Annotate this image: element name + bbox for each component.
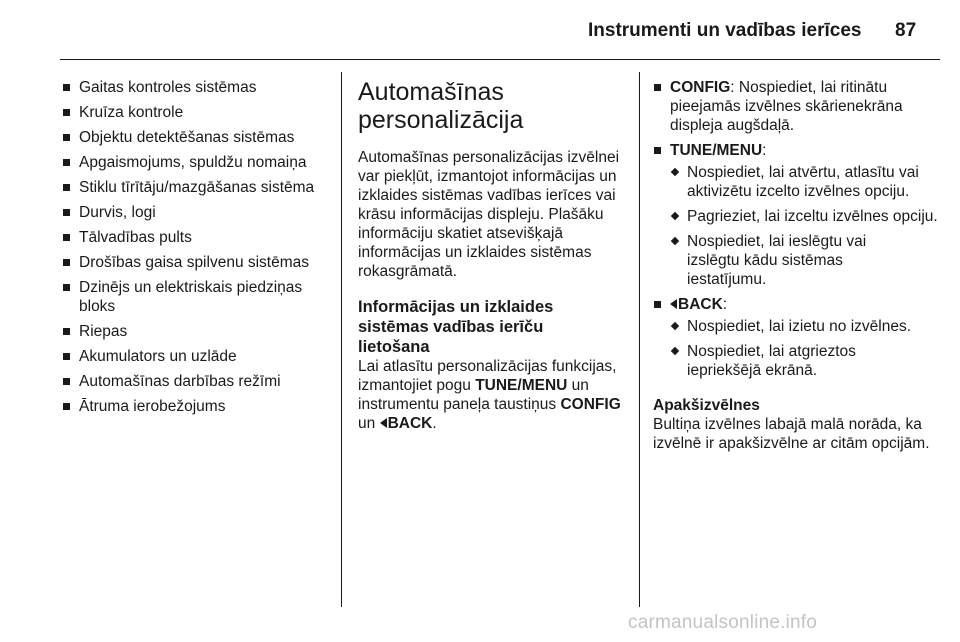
page-number: 87 — [895, 20, 917, 41]
usage-text: Lai atlasītu personalizācijas funkcijas, izmantojiet pogu — [358, 358, 617, 394]
tune-menu-colon: : — [762, 142, 767, 159]
list-item: Objektu detektēšanas sistēmas — [62, 128, 332, 147]
controls-column — [653, 78, 943, 453]
list-item: Drošības gaisa spilvenu sistēmas — [62, 253, 332, 272]
list-item: Stiklu tīrītāju/mazgāšanas sistēma — [62, 178, 332, 197]
list-item: Automašīnas darbības režīmi — [62, 372, 332, 391]
back-arrow-icon — [380, 418, 387, 428]
list-item: Pagrieziet, lai izceltu izvēlnes opciju. — [670, 207, 943, 226]
usage-text: un instrumentu paneļa taustiņus — [358, 377, 589, 413]
topic-list — [62, 78, 332, 416]
back-arrow-icon — [670, 299, 677, 309]
submenus-paragraph: Bultiņa izvēlnes labajā malā norāda, ka izvēlnē ir apakšizvēlne ar citām opcijām. — [653, 416, 930, 452]
controls-list — [653, 78, 943, 380]
config-label: CONFIG — [560, 396, 621, 413]
submenus-heading: Apakšizvēlnes — [653, 397, 760, 414]
sub-heading: Informācijas un izklaides sistēmas vadības ierīču lietošana — [358, 298, 554, 356]
personalization-column — [358, 78, 628, 449]
topic-list-column — [62, 78, 332, 422]
usage-text: un — [358, 415, 380, 432]
section-heading: Automašīnas personalizācija — [358, 78, 524, 134]
usage-text: . — [432, 415, 437, 432]
list-item: Riepas — [62, 322, 332, 341]
back-item — [653, 295, 943, 380]
back-label: BACK — [678, 296, 723, 313]
list-item: Akumulators un uzlāde — [62, 347, 332, 366]
list-item: Tālvadības pults — [62, 228, 332, 247]
tune-menu-label: TUNE/MENU — [670, 142, 763, 159]
back-colon: : — [722, 296, 728, 313]
tune-menu-label: TUNE/MENU — [475, 377, 568, 394]
list-item: Ātruma ierobežojums — [62, 397, 332, 416]
column-divider-2 — [639, 72, 640, 607]
header-rule — [60, 59, 940, 60]
list-item: Gaitas kontroles sistēmas — [62, 78, 332, 97]
list-item: Apgaismojums, spuldžu nomaiņa — [62, 153, 332, 172]
watermark: carmanualsonline.info — [628, 612, 818, 633]
back-sublist — [670, 317, 943, 380]
list-item: Nospiediet, lai atvērtu, atlasītu vai aktivizētu izcelto izvēlnes opciju. — [670, 163, 943, 201]
page-header-title: Instrumenti un vadības ierīces — [588, 20, 862, 41]
list-item: Nospiediet, lai ieslēgtu vai izslēgtu kādu sistēmas iestatījumu. — [670, 232, 887, 289]
column-divider-1 — [341, 72, 342, 607]
list-item: Kruīza kontrole — [62, 103, 332, 122]
list-item: Nospiediet, lai atgrieztos iepriekšējā ekrānā. — [670, 342, 887, 380]
tune-menu-sublist — [670, 163, 943, 289]
tune-menu-item — [653, 141, 943, 289]
config-label: CONFIG — [670, 79, 731, 96]
intro-paragraph: Automašīnas personalizācijas izvēlnei var piekļūt, izmantojot informācijas un izklaides sistēmas vadības ierīces vai krāsu informācijas displeju. Plašāku informāciju skatiet atsevišķajā informācijas un izklaides sistēmas rokasgrāmatā. — [358, 149, 620, 280]
list-item: Nospiediet, lai izietu no izvēlnes. — [670, 317, 943, 336]
back-label: BACK — [387, 415, 433, 432]
usage-paragraph — [358, 357, 628, 433]
list-item: Durvis, logi — [62, 203, 332, 222]
config-text: : Nospiediet, lai ritinātu pieejamās izvēlnes skārienekrāna displeja augšdaļā. — [670, 79, 903, 134]
config-item — [653, 78, 943, 135]
list-item: Dzinējs un elektriskais piedziņas bloks — [62, 278, 309, 316]
